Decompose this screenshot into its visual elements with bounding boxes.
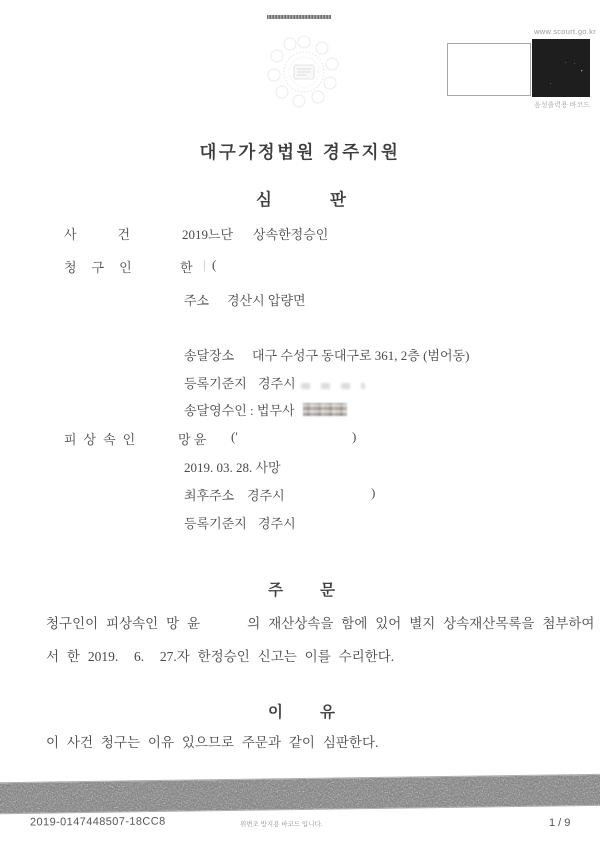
voice-output-barcode-icon [532,39,590,97]
receiver-name-redacted [303,403,347,416]
reason-heading: 이유 [268,704,372,721]
service-place-label: 송달장소 [184,348,235,363]
reason-body: 이 사건 청구는 이유 있으므로 주문과 같이 심판한다. [46,735,379,750]
page-indicator: 1 / 9 [549,817,571,829]
stamp-box [447,43,531,96]
service-receiver-label: 송달영수인 : 법무사 [184,403,295,418]
claimant-name: 한 [180,260,193,275]
order-line-1: 청구인이 피상속인 망 윤 의 재산상속을 함에 있어 별지 상속재산목록을 첨부하여 [46,616,595,631]
doc-type-heading: 심판 [256,190,404,209]
case-number: 2019느단 [182,227,234,242]
claimant-label: 청구인 [64,260,147,275]
registry-redacted-area [301,383,365,389]
document-code: 2019-0147448507-18CC8 [29,815,166,829]
case-name: 상속한정승인 [253,227,329,242]
last-address-value: 경주시 [247,488,285,503]
order-line-2: 서 한 2019. 6. 27.자 한정승인 신고는 이를 수리한다. [46,649,395,664]
order-heading: 주문 [268,582,372,599]
decedent-paren-open: (' [231,429,238,444]
qr-label: 음성출력용 바코드 [533,102,591,109]
decedent-name: 망 윤 [178,432,207,447]
address-value: 경산시 압량면 [227,293,306,308]
decedent-label: 피상속인 [64,432,143,447]
page-title: 대구가정법원 경주지원 [199,142,401,162]
anti-forgery-barcode [0,774,600,815]
court-seal-icon [266,34,342,110]
anti-forgery-note: 위변조 방지용 바코드 입니다. [240,821,323,828]
claimant-paren: ( [212,257,217,272]
last-address-label: 최후주소 [184,488,235,503]
death-date: 2019. 03. 28. 사망 [184,460,281,475]
registry-value: 경주시 [258,376,296,391]
registry2-value: 경주시 [258,516,296,531]
claimant-redacted-trace: | [203,257,206,272]
top-barcode [267,15,331,19]
case-label: 사건 [64,227,172,242]
last-address-paren-close: ) [371,485,376,500]
service-place-value: 대구 수성구 동대구로 361, 2층 (범어동) [252,348,470,363]
decedent-paren-close: ) [352,429,357,444]
address-label: 주소 [184,293,210,308]
registry2-label: 등록기준지 [184,516,247,531]
scourt-url: www.scourt.go.kr [534,27,596,36]
registry-label: 등록기준지 [184,376,247,391]
